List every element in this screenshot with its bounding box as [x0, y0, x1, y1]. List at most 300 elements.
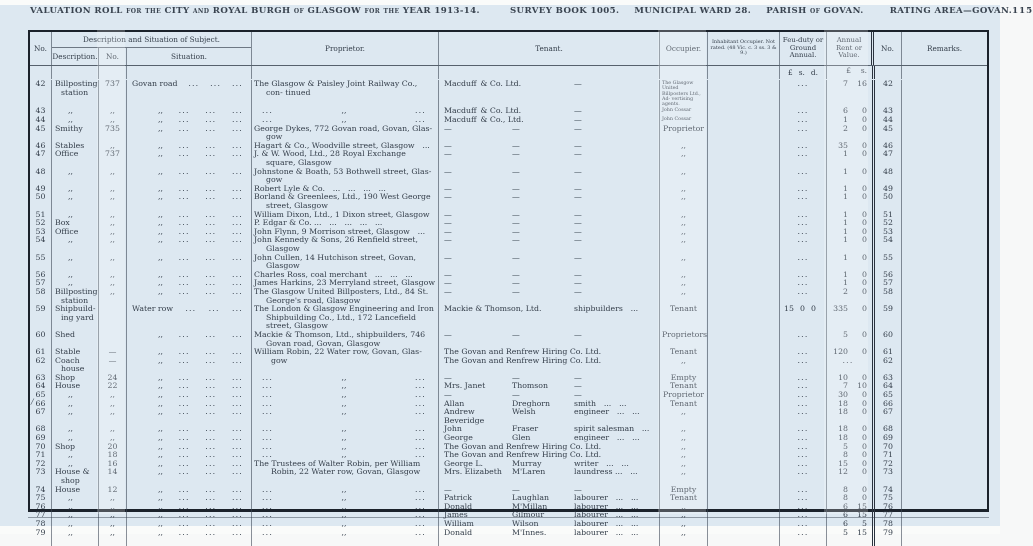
annual-rent-shillings: 10	[857, 381, 867, 391]
proprietor-part: ...	[414, 510, 426, 520]
cell-inhabitant-occupier	[708, 529, 780, 538]
dot-leader: ...	[205, 484, 217, 494]
filler-cell	[127, 537, 252, 546]
dot-leader: ...	[205, 286, 217, 296]
proprietor-part: ...	[414, 450, 426, 460]
cell-street-number: ,,	[99, 271, 127, 280]
cell-feu-duty: ...	[780, 219, 827, 228]
proprietor-text: The Glasgow & Paisley Joint Railway Co., con- tinued	[254, 79, 418, 97]
cell-description: ,,	[52, 254, 99, 271]
cell-entry-number: 67	[30, 408, 52, 425]
proprietor-text: Charles Ross, coal merchant ... ... ...	[254, 269, 413, 279]
shillings-unit: s.	[860, 66, 867, 75]
cell-entry-number-right: 50	[872, 193, 902, 210]
tenant-surname: —	[512, 269, 520, 279]
dot-leader: ...	[188, 79, 200, 88]
dot-leader: ...	[231, 140, 243, 150]
dot-leader: ...	[205, 390, 217, 400]
cell-street-number: ,,	[99, 236, 127, 253]
cell-annual-rent	[827, 80, 872, 107]
proprietor-part: ...	[414, 424, 426, 434]
dot-leader: ...	[231, 286, 243, 296]
cell-description: Billposting station	[52, 288, 99, 305]
cell-annual-rent	[827, 150, 872, 167]
dot-leader: ...	[231, 510, 243, 520]
annual-rent-pounds: 18	[838, 407, 848, 417]
dot-leader: ...	[178, 381, 190, 391]
dot-leader: ...	[231, 433, 243, 443]
filler-cell	[780, 537, 827, 546]
tenant-surname: —	[512, 149, 520, 159]
cell-street-number: ,,	[99, 219, 127, 228]
cell-entry-number-right: 78	[872, 520, 902, 529]
tenant-forename: Allan	[444, 398, 465, 408]
tenant-forename: —	[444, 166, 452, 176]
cell-entry-number: 71	[30, 451, 52, 460]
cell-description: ,,	[52, 408, 99, 425]
dot-leader: ...	[208, 304, 220, 314]
cell-occupier: ,,	[660, 408, 708, 425]
cell-occupier: ,,	[660, 193, 708, 210]
cell-entry-number: 52	[30, 219, 52, 228]
cell-inhabitant-occupier	[708, 193, 780, 210]
cell-description: ,,	[52, 185, 99, 194]
dot-leader: ...	[178, 235, 190, 245]
tenant-forename: —	[444, 123, 452, 133]
proprietor-part: ...	[262, 407, 274, 417]
cell-entry-number: 73	[30, 468, 52, 485]
situation-name: ,,	[158, 149, 163, 159]
tenant-occupation: —	[574, 183, 582, 193]
cell-remarks	[902, 142, 987, 151]
cell-occupier: ,,	[660, 279, 708, 288]
cell-inhabitant-occupier	[708, 460, 780, 469]
cell-tenant	[439, 408, 660, 425]
tenant-occupation: laundress ... ...	[574, 467, 638, 477]
cell-proprietor	[252, 331, 439, 348]
tenant-forename: George L.	[444, 458, 484, 468]
cell-street-number: ,,	[99, 279, 127, 288]
pound-sign: £	[846, 66, 851, 75]
proprietor-part: ,,	[341, 407, 347, 417]
cell-remarks	[902, 486, 987, 495]
proprietor-part: ,,	[341, 510, 347, 520]
cell-entry-number-right: 59	[872, 305, 902, 331]
dot-leader: ...	[178, 226, 190, 236]
dot-leader: ...	[205, 407, 217, 417]
annual-rent-shillings: 0	[862, 424, 867, 434]
tenant-surname: —	[512, 484, 520, 494]
filler-cell	[827, 537, 872, 546]
dot-leader: ...	[205, 372, 217, 382]
cell-remarks	[902, 494, 987, 503]
cell-street-number: ,,	[99, 434, 127, 443]
annual-rent-shillings: 0	[862, 252, 867, 262]
cell-feu-duty: ...	[780, 451, 827, 460]
annual-rent-pounds: 18	[838, 398, 848, 408]
cell-tenant	[439, 168, 660, 185]
currency-spacer	[660, 66, 708, 79]
occupier-note: John Cossar	[662, 108, 692, 114]
annual-rent-shillings: 0	[862, 441, 867, 451]
table-row	[30, 288, 987, 305]
tenant-surname: —	[512, 192, 520, 202]
dot-leader: ...	[205, 226, 217, 236]
header-description-group	[52, 32, 252, 65]
cell-entry-number: 44	[30, 116, 52, 125]
annual-rent-shillings: 0	[862, 286, 867, 296]
annual-rent-shillings: 0	[862, 115, 867, 125]
dot-leader: ...	[178, 527, 190, 537]
dot-leader: ...	[205, 123, 217, 133]
tenant-surname: Gilmour	[512, 510, 545, 520]
dot-leader: ...	[205, 467, 217, 477]
cell-description: ,,	[52, 236, 99, 253]
cell-proprietor	[252, 408, 439, 425]
header-proprietor: Proprietor.	[252, 32, 439, 65]
situation-name: ,,	[158, 192, 163, 202]
cell-description: Shed	[52, 331, 99, 348]
tenant-occupation: labourer ... ...	[574, 518, 639, 528]
tenant-name: Mackie & Thomson, Ltd.	[444, 304, 542, 314]
proprietor-part: ...	[262, 390, 274, 400]
cell-remarks	[902, 400, 987, 409]
dot-leader: ...	[231, 218, 243, 228]
cell-feu-duty: ...	[780, 408, 827, 425]
situation-name: ,,	[158, 347, 163, 357]
situation-name: ,,	[158, 226, 163, 236]
dot-leader: ...	[205, 493, 217, 503]
dot-leader: ...	[178, 209, 190, 219]
tenant-surname: —	[512, 183, 520, 193]
tenant-occupation: —	[574, 192, 582, 202]
dot-leader: ...	[178, 140, 190, 150]
table-row	[30, 408, 987, 425]
tenant-forename: —	[444, 183, 452, 193]
proprietor-text: The Trustees of Walter Robin, per William	[254, 458, 421, 468]
annual-rent-pounds: 120	[833, 347, 848, 357]
header-tenant: Tenant.	[439, 32, 660, 65]
proprietor-part: ...	[262, 115, 274, 125]
proprietor-part: ...	[262, 381, 274, 391]
cell-entry-number: 78	[30, 520, 52, 529]
cell-feu-duty: ...	[780, 254, 827, 271]
cell-street-number: ,,	[99, 142, 127, 151]
cell-inhabitant-occupier	[708, 254, 780, 271]
annual-rent-shillings: 0	[862, 209, 867, 219]
cell-occupier: ,,	[660, 150, 708, 167]
cell-proprietor	[252, 254, 439, 271]
cell-annual-rent	[827, 408, 872, 425]
tenant-forename: Andrew Beveridge	[444, 407, 485, 425]
proprietor-part: ,,	[341, 518, 347, 528]
cell-tenant	[439, 211, 660, 220]
cell-entry-number-right: 48	[872, 168, 902, 185]
tenant-forename: —	[444, 286, 452, 296]
proprietor-text: gow	[271, 355, 288, 365]
cell-occupier: ,,	[660, 168, 708, 185]
dot-leader: ...	[178, 510, 190, 520]
table-bottom-rule	[28, 517, 989, 518]
cell-street-number: 22	[99, 382, 127, 391]
cell-inhabitant-occupier	[708, 80, 780, 107]
cell-description: Shipbuild- ing yard	[52, 305, 99, 331]
cell-feu-duty: ...	[780, 185, 827, 194]
tenant-forename: James	[444, 510, 468, 520]
pence-unit: d.	[810, 68, 818, 77]
cell-remarks	[902, 288, 987, 305]
tenant-forename: —	[444, 329, 452, 339]
header-situation: Situation.	[171, 51, 207, 61]
cell-proprietor	[252, 125, 439, 142]
cell-annual-rent: ...	[842, 355, 854, 365]
cell-street-number: 18	[99, 451, 127, 460]
cell-street-number: ,,	[99, 494, 127, 503]
dot-leader: ...	[205, 183, 217, 193]
cell-entry-number: 63	[30, 374, 52, 383]
cell-feu-duty: ...	[780, 348, 827, 357]
annual-rent-shillings: 0	[862, 226, 867, 236]
cell-entry-number-right: 64	[872, 382, 902, 391]
cell-entry-number: 68	[30, 425, 52, 434]
proprietor-text: Robin, 22 Water row, Govan, Glasgow	[271, 467, 421, 477]
tenant-surname: Fraser	[512, 424, 539, 434]
annual-rent-pounds: 1	[843, 269, 848, 279]
cell-proprietor	[252, 80, 439, 107]
cell-street-number: ,,	[99, 391, 127, 400]
cell-entry-number-right: 72	[872, 460, 902, 469]
cell-occupier	[660, 107, 708, 116]
tenant-name: The Govan and Renfrew Hiring Co. Ltd.	[444, 441, 602, 451]
cell-street-number: ,,	[99, 503, 127, 512]
situation-name: ,,	[158, 424, 163, 434]
cell-street-number: 20	[99, 443, 127, 452]
cell-tenant	[439, 142, 660, 151]
cell-tenant	[439, 193, 660, 210]
cell-entry-number-right: 75	[872, 494, 902, 503]
tenant-surname: —	[512, 209, 520, 219]
tenant-forename: —	[444, 484, 452, 494]
tenant-surname: Dreghorn	[512, 398, 551, 408]
annual-rent-shillings: 0	[862, 433, 867, 443]
annual-rent-shillings: 0	[862, 458, 867, 468]
cell-description: House & shop	[52, 468, 99, 485]
cell-street-number: ,,	[99, 168, 127, 185]
cell-inhabitant-occupier	[708, 271, 780, 280]
cell-inhabitant-occupier	[708, 443, 780, 452]
annual-rent-shillings: 0	[862, 407, 867, 417]
proprietor-part: ...	[262, 518, 274, 528]
dot-leader: ...	[205, 450, 217, 460]
table-body	[30, 79, 987, 537]
dot-leader: ...	[205, 252, 217, 262]
feu-duty-part: 15	[784, 304, 794, 314]
cell-occupier: ,,	[660, 443, 708, 452]
cell-feu-duty: ...	[780, 150, 827, 167]
cell-entry-number-right: 73	[872, 468, 902, 485]
cell-situation	[127, 80, 252, 107]
annual-rent-shillings: 0	[862, 347, 867, 357]
situation-name: Govan road	[132, 79, 178, 88]
proprietor-part: ...	[414, 501, 426, 511]
handwritten-slash-mark: /	[31, 396, 34, 406]
cell-tenant	[439, 125, 660, 142]
proprietor-part: ...	[414, 381, 426, 391]
cell-street-number: ,,	[99, 228, 127, 237]
proprietor-part: ...	[262, 424, 274, 434]
proprietor-part: ...	[414, 106, 426, 116]
dot-leader: ...	[231, 106, 243, 116]
tenant-surname: —	[512, 123, 520, 133]
cell-occupier: ,,	[660, 254, 708, 271]
cell-inhabitant-occupier	[708, 185, 780, 194]
situation-name: Water row	[132, 304, 174, 314]
cell-remarks	[902, 80, 987, 107]
dot-leader: ...	[231, 235, 243, 245]
tenant-name: Macduff & Co. Ltd.	[444, 79, 522, 88]
proprietor-text: Hagart & Co., Woodville street, Glasgow ...	[254, 140, 430, 150]
cell-description: ,,	[52, 116, 99, 125]
cell-remarks	[902, 503, 987, 512]
annual-rent-pounds: 8	[843, 493, 848, 503]
annual-rent-pounds: 6	[843, 106, 848, 116]
cell-tenant	[439, 382, 660, 391]
tenant-surname: —	[512, 235, 520, 245]
annual-rent-pounds: 1	[843, 183, 848, 193]
cell-entry-number: 65	[30, 391, 52, 400]
tenant-forename: —	[444, 278, 452, 288]
cell-inhabitant-occupier	[708, 434, 780, 443]
tenant-forename: —	[444, 235, 452, 245]
cell-remarks	[902, 271, 987, 280]
annual-rent-pounds: 8	[843, 450, 848, 460]
cell-entry-number-right: 52	[872, 219, 902, 228]
dot-leader: ...	[231, 467, 243, 477]
cell-tenant	[439, 468, 660, 485]
annual-rent-pounds: 335	[833, 304, 848, 314]
cell-entry-number: 55	[30, 254, 52, 271]
proprietor-part: ...	[262, 441, 274, 451]
dot-leader: ...	[205, 278, 217, 288]
dot-leader: ...	[178, 269, 190, 279]
annual-rent-pounds: 6	[843, 518, 848, 528]
cell-situation	[127, 408, 252, 425]
tenant-occupation: —	[574, 372, 582, 382]
dot-leader: ...	[178, 484, 190, 494]
cell-occupier: Empty	[660, 486, 708, 495]
dot-leader: ...	[178, 106, 190, 116]
proprietor-text: J. & W. Wood, Ltd., 28 Royal Exchange square, Glasgow	[254, 149, 406, 168]
proprietor-part: ...	[262, 493, 274, 503]
table-row	[30, 305, 987, 331]
cell-occupier: Tenant	[660, 348, 708, 357]
header-entry-number: No.	[30, 32, 52, 65]
cell-description: ,,	[52, 520, 99, 529]
cell-entry-number-right: 47	[872, 150, 902, 167]
cell-entry-number: 57	[30, 279, 52, 288]
proprietor-part: ,,	[341, 381, 347, 391]
currency-spacer	[708, 66, 780, 79]
tenant-surname: —	[512, 329, 520, 339]
cell-entry-number-right: 56	[872, 271, 902, 280]
cell-street-number: 737	[99, 150, 127, 167]
cell-entry-number: 48	[30, 168, 52, 185]
cell-occupier: Tenant	[660, 400, 708, 409]
currency-spacer	[99, 66, 127, 79]
cell-occupier: ,,	[660, 468, 708, 485]
cell-description: Office	[52, 150, 99, 167]
cell-occupier: ,,	[660, 219, 708, 228]
tenant-forename: —	[444, 209, 452, 219]
cell-description: ,,	[52, 391, 99, 400]
cell-feu-duty: ...	[780, 331, 827, 348]
tenant-surname: —	[512, 218, 520, 228]
proprietor-text: William Robin, 22 Water row, Govan, Glas-	[254, 347, 422, 357]
tenant-occupation: labourer ... ...	[574, 510, 639, 520]
cell-street-number: ,,	[99, 288, 127, 305]
cell-entry-number-right: 46	[872, 142, 902, 151]
proprietor-part: ,,	[341, 372, 347, 382]
cell-street-number: ,,	[99, 511, 127, 520]
cell-entry-number-right: 49	[872, 185, 902, 194]
annual-rent-pounds: 18	[838, 433, 848, 443]
tenant-surname: —	[512, 390, 520, 400]
situation-name: ,,	[158, 450, 163, 460]
currency-spacer	[52, 66, 99, 79]
proprietor-text: William Dixon, Ltd., 1 Dixon street, Glasgow	[254, 209, 430, 219]
cell-entry-number-right: 76	[872, 503, 902, 512]
dot-leader: ...	[178, 252, 190, 262]
cell-entry-number-right: 79	[872, 529, 902, 538]
cell-street-number: 16	[99, 460, 127, 469]
annual-rent-shillings: 0	[862, 493, 867, 503]
cell-occupier: ,,	[660, 529, 708, 538]
cell-remarks	[902, 520, 987, 529]
annual-rent-shillings: 0	[862, 372, 867, 382]
cell-remarks	[902, 219, 987, 228]
proprietor-part: ...	[262, 510, 274, 520]
annual-rent-pounds: 1	[843, 209, 848, 219]
cell-situation	[127, 468, 252, 485]
annual-rent-pounds: 2	[843, 123, 848, 133]
tenant-occupation: writer ... ...	[574, 458, 629, 468]
dot-leader: ...	[231, 183, 243, 193]
proprietor-part: ,,	[341, 390, 347, 400]
cell-inhabitant-occupier	[708, 425, 780, 434]
cell-remarks	[902, 236, 987, 253]
cell-feu-duty: ...	[780, 494, 827, 503]
dot-leader: ...	[178, 355, 190, 365]
cell-situation	[127, 193, 252, 210]
cell-entry-number: 59	[30, 305, 52, 331]
dot-leader: ...	[205, 235, 217, 245]
cell-inhabitant-occupier	[708, 116, 780, 125]
cell-occupier: ,,	[660, 288, 708, 305]
table-row	[30, 168, 987, 185]
proprietor-text: Johnstone & Boath, 53 Bothwell street, Glas- gow	[254, 166, 432, 185]
cell-annual-rent	[827, 125, 872, 142]
tenant-forename: Mrs. Elizabeth	[444, 467, 502, 477]
dot-leader: ...	[205, 115, 217, 125]
cell-tenant	[439, 529, 660, 538]
dot-leader: ...	[178, 441, 190, 451]
dot-leader: ...	[178, 192, 190, 202]
cell-occupier: ,,	[660, 511, 708, 520]
situation-name: ,,	[158, 115, 163, 125]
cell-remarks	[902, 211, 987, 220]
cell-description: ,,	[52, 529, 99, 538]
cell-occupier: ,,	[660, 236, 708, 253]
